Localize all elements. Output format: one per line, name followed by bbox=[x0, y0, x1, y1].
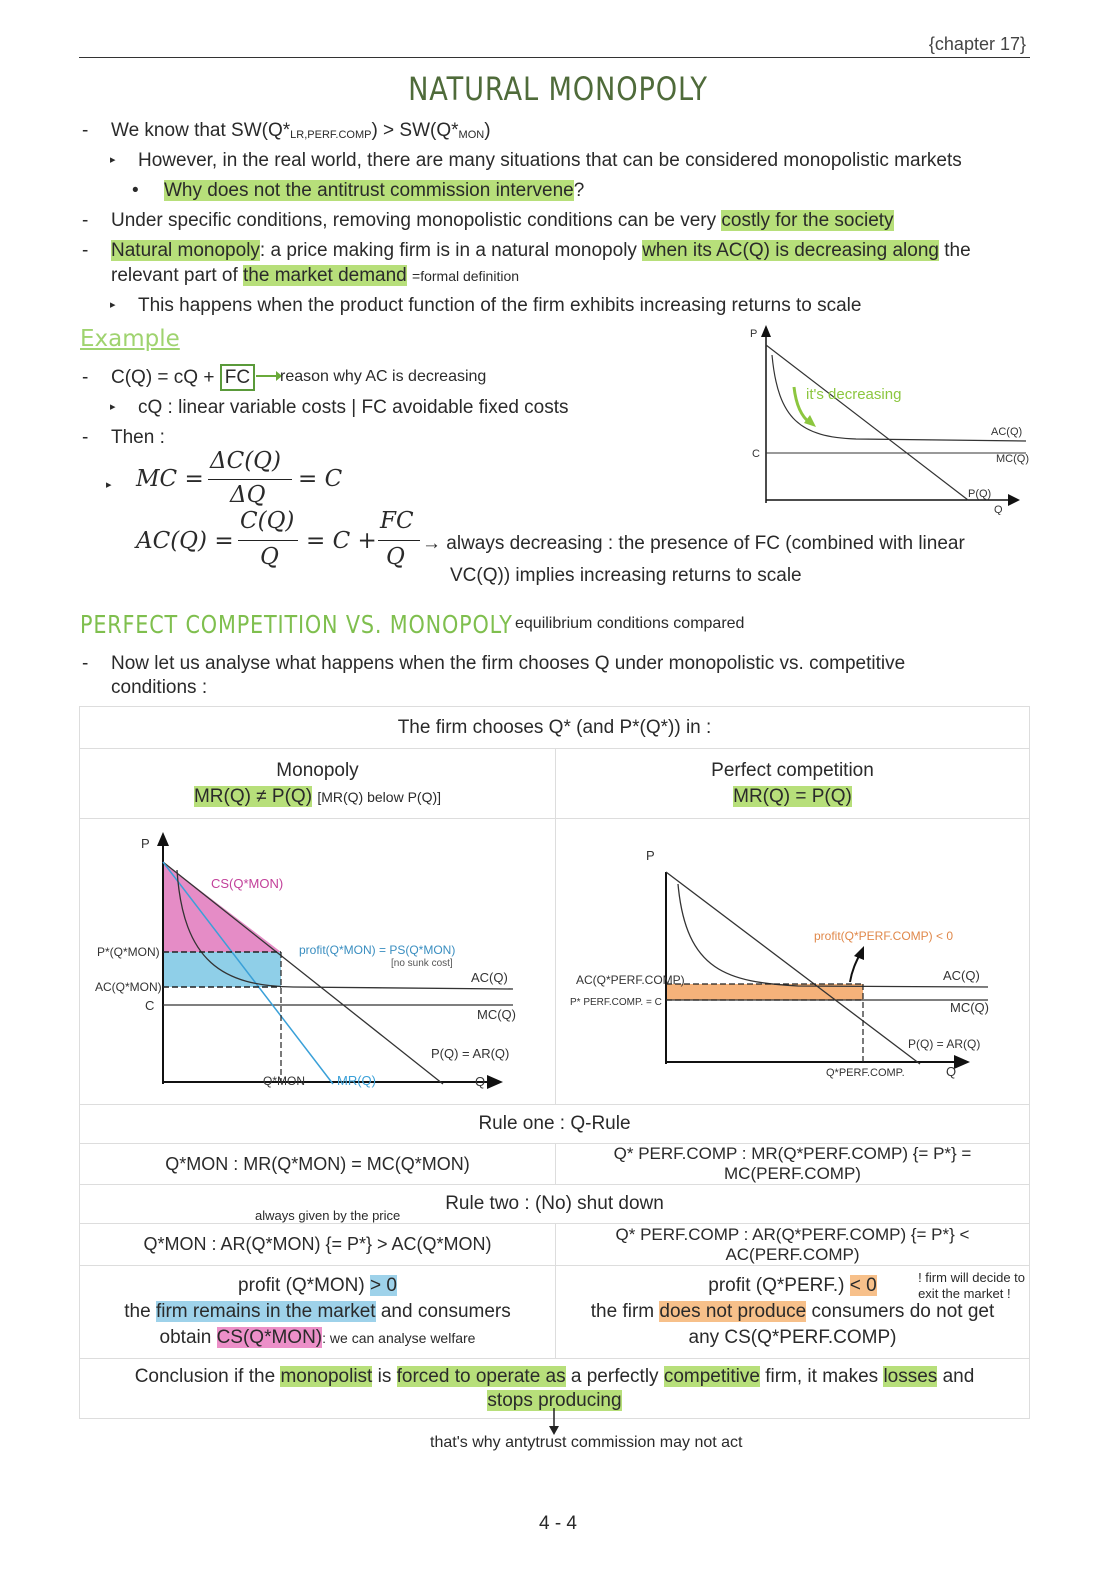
graph-q-label: Q bbox=[994, 504, 1003, 515]
natural-monopoly-graph bbox=[746, 325, 1036, 515]
rule-one-monopoly: Q*MON : MR(Q*MON) = MC(Q*MON) bbox=[80, 1144, 556, 1185]
graph-ac-label: AC(Q) bbox=[991, 426, 1023, 438]
rule-one-pc: Q* PERF.COMP : MR(Q*PERF.COMP) {= P*} = MC(PERF.COMP) bbox=[556, 1144, 1030, 1185]
pc-q-label: Q bbox=[945, 1063, 956, 1079]
mon-mc-label: MC(Q) bbox=[476, 1006, 516, 1022]
graph-p-label: P bbox=[750, 328, 758, 340]
mon-p-label: P bbox=[140, 835, 150, 851]
graph-c-label: C bbox=[752, 448, 760, 460]
pc-pstar-label: P* PERF.COMP. = C bbox=[569, 996, 662, 1008]
pc-p-label: P bbox=[645, 847, 655, 863]
mon-qstar-label: Q*MON bbox=[262, 1073, 305, 1088]
pc-pq-label: P(Q) = AR(Q) bbox=[907, 1036, 980, 1051]
graph-mc-label: MC(Q) bbox=[996, 453, 1029, 465]
rule-two-note: always given by the price bbox=[255, 1208, 401, 1223]
chapter-label: {chapter 17} bbox=[928, 34, 1026, 54]
ac-note-2: VC(Q)) implies increasing returns to scale bbox=[450, 565, 802, 586]
ac-formula: AC(Q) = C(Q) Q = C + FC Q bbox=[136, 508, 436, 578]
graph-pq-label: P(Q) bbox=[968, 488, 992, 500]
monopoly-outcome: profit (Q*MON) > 0 the firm remains in the market and consumers obtain CS(Q*MON): we can analyse welfare bbox=[80, 1266, 556, 1359]
page-number: 4 - 4 bbox=[538, 1513, 578, 1534]
mon-nosunk-label: [no sunk cost] bbox=[390, 957, 453, 969]
exit-note-1: ! firm will decide to bbox=[918, 1270, 1025, 1285]
section2-subnote: equilibrium conditions compared bbox=[515, 615, 745, 632]
table-header: The firm chooses Q* (and P*(Q*)) in : bbox=[80, 707, 1030, 749]
graph-decreasing-note: it's decreasing bbox=[806, 386, 902, 403]
fc-box: FC bbox=[220, 364, 255, 391]
rule-two-title: Rule two : (No) shut down bbox=[445, 1193, 664, 1214]
pc-qstar-label: Q*PERF.COMP. bbox=[825, 1066, 905, 1079]
mon-profit-label: profit(Q*MON) = PS(Q*MON) bbox=[298, 942, 455, 957]
monopoly-header-cell bbox=[80, 749, 556, 819]
pc-outcome: profit (Q*PERF.) < 0 the firm does not produce consumers do not get any CS(Q*PERF.COMP) ! firm will decide to exit the market ! bbox=[556, 1266, 1030, 1359]
fc-note: reason why AC is decreasing bbox=[280, 368, 487, 385]
pc-ac-label: AC(Q) bbox=[942, 967, 980, 983]
footnote: that's why antytrust commission may not act bbox=[430, 1434, 743, 1451]
intro-line-6: relevant part of the market demand =formal definition bbox=[111, 265, 520, 286]
pc-graph-cell bbox=[556, 819, 1030, 1105]
monopoly-condition-note: [MR(Q) below P(Q)] bbox=[317, 788, 442, 805]
pc-header-cell bbox=[556, 749, 1030, 819]
pc-mc-label: MC(Q) bbox=[949, 999, 989, 1015]
monopoly-graph-cell bbox=[80, 819, 556, 1105]
mon-mr-label: MR(Q) bbox=[336, 1072, 376, 1088]
pc-acstar-label: AC(Q*PERF.COMP) bbox=[575, 972, 685, 987]
mon-q-label: Q bbox=[474, 1073, 485, 1089]
exit-note-2: exit the market ! bbox=[918, 1286, 1011, 1301]
header-rule bbox=[79, 57, 1030, 58]
monopoly-graph bbox=[83, 822, 553, 1102]
mon-pq-label: P(Q) = AR(Q) bbox=[430, 1045, 509, 1061]
pc-condition: MR(Q) = P(Q) bbox=[733, 785, 852, 807]
section2-heading: PERFECT COMPETITION VS. MONOPOLY bbox=[80, 610, 513, 639]
mon-cs-label: CS(Q*MON) bbox=[210, 875, 283, 891]
monopoly-title: Monopoly bbox=[276, 759, 359, 781]
mon-c-label: C bbox=[144, 997, 154, 1013]
rule-two-monopoly: Q*MON : AR(Q*MON) {= P*} > AC(Q*MON) bbox=[80, 1224, 556, 1266]
ac-note-1: → always decreasing : the presence of FC (combined with linear bbox=[422, 533, 965, 554]
rule-two-pc: Q* PERF.COMP : AR(Q*PERF.COMP) {= P*} < AC(PERF.COMP) bbox=[556, 1224, 1030, 1266]
rule-two-header bbox=[80, 1185, 1030, 1224]
pc-title: Perfect competition bbox=[711, 759, 874, 781]
page-title: NATURAL MONOPOLY bbox=[408, 70, 708, 108]
rule-one-header: Rule one : Q-Rule bbox=[80, 1105, 1030, 1144]
mon-pstar-label: P*(Q*MON) bbox=[96, 944, 160, 959]
conclusion: Conclusion if the monopolist is forced to operate as a perfectly competitive firm, it makes losses and stops producing bbox=[80, 1359, 1030, 1419]
mon-acstar-label: AC(Q*MON) bbox=[94, 979, 162, 994]
monopoly-condition: MR(Q) ≠ P(Q) bbox=[193, 785, 313, 807]
comparison-table bbox=[79, 706, 1030, 1419]
mon-ac-label: AC(Q) bbox=[470, 969, 508, 985]
pc-profit-label: profit(Q*PERF.COMP) < 0 bbox=[813, 928, 953, 943]
down-arrow bbox=[548, 1408, 560, 1436]
mc-formula: ▸ MC = ΔC(Q) ΔQ = C bbox=[106, 448, 343, 508]
example-heading: Example bbox=[80, 326, 180, 352]
pc-graph bbox=[558, 822, 1028, 1102]
